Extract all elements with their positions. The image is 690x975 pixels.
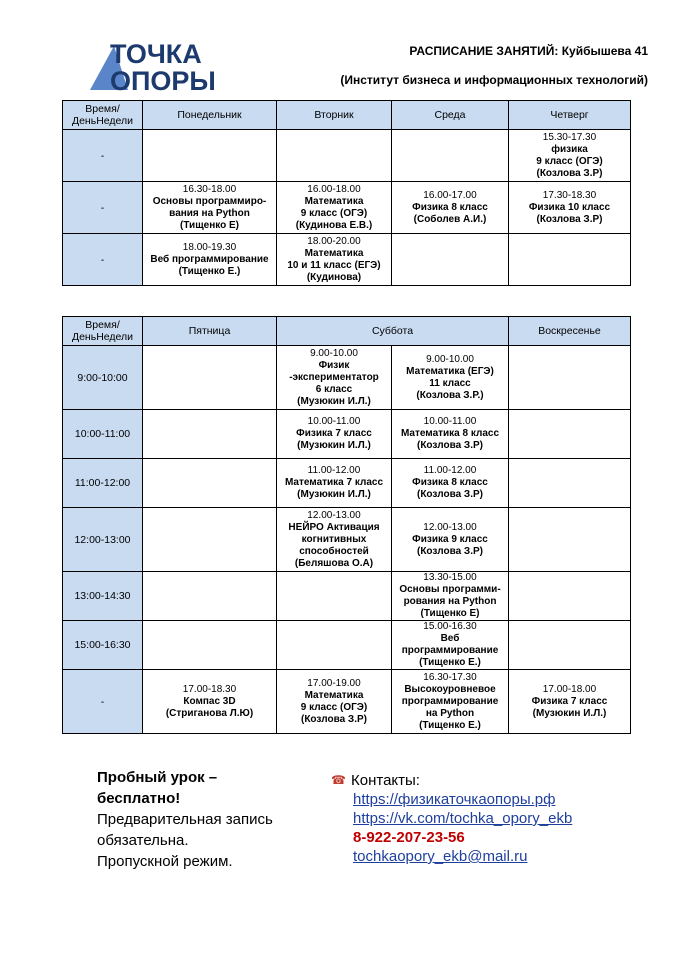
lesson-detail: Физика 7 класс	[531, 695, 608, 707]
lesson-cell	[277, 346, 392, 410]
lesson-detail: Математика 8 класс	[400, 428, 500, 439]
empty-cell	[277, 621, 392, 670]
lesson-detail: (Беляшова О.А)	[294, 557, 374, 569]
empty-cell	[277, 572, 392, 621]
lesson-cell	[277, 508, 392, 572]
site-link[interactable]: https://физикаточкаопоры.рф	[353, 791, 556, 808]
lesson-time: 17.00-18.30	[182, 683, 237, 695]
lesson-detail: вания на Python	[169, 207, 250, 219]
time-cell: 9:00-10:00	[63, 346, 143, 410]
lesson-detail: (Музюкин И.Л.)	[532, 707, 607, 719]
note-line3: Пропускной режим.	[97, 853, 233, 870]
empty-cell	[392, 234, 509, 286]
lesson-cell	[277, 670, 392, 734]
lesson-cell	[392, 459, 509, 508]
lesson-time: 16.00-17.00	[423, 189, 477, 201]
lesson-detail: Высокоуровневое	[404, 683, 496, 695]
lesson-cell	[392, 410, 509, 459]
weekend-schedule-table	[62, 316, 631, 734]
table-row	[63, 346, 631, 410]
note-line2: обязательна.	[97, 832, 189, 849]
lesson-detail: (Тищенко Е)	[420, 608, 480, 619]
note-line1: Предварительная запись	[97, 811, 273, 828]
time-cell: -	[63, 234, 143, 286]
lesson-detail: Компас 3D	[183, 695, 236, 707]
lesson-time: 13.30-15.00	[423, 572, 477, 583]
logo-line1: ТОЧКА	[110, 39, 202, 69]
lesson-detail: на Python	[425, 707, 475, 719]
lesson-cell	[509, 130, 631, 182]
lesson-detail: Физик	[318, 359, 350, 371]
lesson-detail: (Тищенко Е.)	[419, 719, 481, 731]
lesson-cell	[392, 621, 509, 670]
lesson-time: 15.30-17.30	[542, 131, 597, 143]
lesson-time: 11.00-12.00	[423, 465, 477, 476]
lesson-detail: 9 класс (ОГЭ)	[300, 701, 368, 713]
lesson-detail: (Козлова З.Р)	[536, 167, 603, 179]
email-link[interactable]: tochkaopory_ekb@mail.ru	[353, 848, 528, 865]
time-cell: 12:00-13:00	[63, 508, 143, 572]
lesson-cell	[392, 346, 509, 410]
lesson-detail: физика	[551, 143, 588, 155]
lesson-time: 18.00-20.00	[307, 235, 361, 247]
empty-cell	[509, 410, 631, 459]
table-row	[63, 621, 631, 670]
table-row	[63, 670, 631, 734]
lesson-cell	[509, 670, 631, 734]
lesson-time: 9.00-10.00	[310, 347, 358, 359]
lesson-detail: (Музюкин И.Л.)	[297, 395, 371, 407]
time-cell: 11:00-12:00	[63, 459, 143, 508]
lesson-cell	[277, 459, 392, 508]
lesson-cell	[143, 670, 277, 734]
empty-cell	[143, 130, 277, 182]
table-row	[63, 459, 631, 508]
lesson-cell	[392, 182, 509, 234]
lesson-detail: Физика 10 класс	[528, 201, 611, 213]
trial-info	[97, 767, 273, 872]
lesson-time: 16.30-18.00	[182, 183, 237, 195]
lesson-time: 12.00-13.00	[423, 521, 477, 533]
lesson-cell	[277, 234, 392, 286]
lesson-detail: (Козлова З.Р.)	[416, 389, 484, 401]
lesson-detail: -экспериментатор	[289, 371, 379, 383]
time-cell: 15:00-16:30	[63, 621, 143, 670]
lesson-time: 10.00-11.00	[307, 416, 361, 427]
lesson-cell	[392, 670, 509, 734]
weekday-schedule-table	[62, 100, 631, 286]
lesson-detail: Математика	[304, 195, 364, 207]
empty-cell	[143, 459, 277, 508]
time-cell: -	[63, 182, 143, 234]
lesson-time: 10.00-11.00	[423, 416, 477, 427]
empty-cell	[392, 130, 509, 182]
empty-cell	[509, 234, 631, 286]
lesson-cell	[143, 234, 277, 286]
table-row	[63, 130, 631, 182]
contacts	[331, 771, 572, 866]
lesson-time: 17.30-18.30	[542, 189, 597, 201]
lesson-detail: (Козлова З.Р)	[301, 713, 367, 725]
lesson-cell	[392, 572, 509, 621]
lesson-detail: Математика 7 класс	[284, 477, 384, 488]
contacts-label: Контакты:	[351, 772, 420, 789]
lesson-detail: 10 и 11 класс (ЕГЭ)	[287, 259, 381, 271]
lesson-detail: НЕЙРО Активация	[288, 521, 380, 533]
lesson-time: 17.00-19.00	[307, 677, 361, 689]
lesson-detail: 9 класс (ОГЭ)	[536, 155, 603, 167]
schedule-subtitle: (Институт бизнеса и информационных технологий)	[340, 73, 648, 87]
table-row	[63, 182, 631, 234]
lesson-detail: когнитивных	[301, 533, 367, 545]
day-header-tuesday: Вторник	[277, 101, 392, 130]
lesson-time: 16.30-17.30	[423, 671, 477, 683]
lesson-detail: Физика 9 класс	[412, 533, 488, 545]
lesson-detail: (Музюкин И.Л.)	[297, 489, 371, 500]
time-cell: -	[63, 670, 143, 734]
time-cell: 13:00-14:30	[63, 572, 143, 621]
empty-cell	[143, 572, 277, 621]
lesson-detail: программирование	[401, 695, 499, 707]
schedule-title: РАСПИСАНИЕ ЗАНЯТИЙ: Куйбышева 41	[409, 44, 648, 58]
phone-number[interactable]: 8-922-207-23-56	[353, 829, 465, 846]
day-header-friday: Пятница	[143, 317, 277, 346]
table-row	[63, 234, 631, 286]
lesson-detail: (Тищенко Е.)	[178, 265, 241, 277]
empty-cell	[509, 508, 631, 572]
empty-cell	[143, 508, 277, 572]
lesson-detail: Веб программирование	[150, 253, 269, 265]
lesson-detail: (Козлова З.Р)	[536, 213, 603, 225]
day-header-monday: Понедельник	[143, 101, 277, 130]
lesson-detail: Физика 8 класс	[412, 477, 488, 488]
lesson-detail: 6 класс	[315, 383, 353, 395]
lesson-cell	[277, 182, 392, 234]
lesson-detail: (Тищенко Е)	[179, 219, 239, 231]
lesson-cell	[143, 182, 277, 234]
logo-line2: ОПОРЫ	[110, 66, 216, 94]
lesson-time: 17.00-18.00	[542, 683, 597, 695]
telephone-icon: ☎	[331, 773, 346, 787]
lesson-detail: Математика (ЕГЭ)	[406, 365, 494, 377]
lesson-detail: (Кудинова)	[306, 271, 362, 283]
lesson-time: 12.00-13.00	[307, 509, 361, 521]
table-row	[63, 410, 631, 459]
empty-cell	[277, 130, 392, 182]
time-cell: 10:00-11:00	[63, 410, 143, 459]
lesson-detail: Физика 8 класс	[412, 201, 488, 213]
lesson-detail: Веб	[440, 633, 460, 644]
empty-cell	[509, 459, 631, 508]
lesson-detail: рования на Python	[403, 596, 497, 607]
lesson-cell	[277, 410, 392, 459]
lesson-detail: способностей	[299, 545, 369, 557]
time-cell: -	[63, 130, 143, 182]
empty-cell	[143, 346, 277, 410]
lesson-detail: Математика	[304, 247, 364, 259]
empty-cell	[509, 572, 631, 621]
day-header-saturday: Суббота	[277, 317, 509, 346]
lesson-detail: (Тищенко Е.)	[419, 657, 481, 668]
lesson-cell	[392, 508, 509, 572]
empty-cell	[143, 410, 277, 459]
trial-line1: Пробный урок –	[97, 769, 218, 786]
lesson-time: 15.00-16.30	[423, 621, 477, 632]
lesson-time: 11.00-12.00	[307, 465, 361, 476]
lesson-detail: Физика 7 класс	[296, 428, 372, 439]
table-row	[63, 572, 631, 621]
lesson-detail: Математика	[304, 689, 364, 701]
lesson-time: 9.00-10.00	[426, 353, 474, 365]
lesson-detail: 9 класс (ОГЭ)	[300, 207, 368, 219]
lesson-detail: (Козлова З.Р)	[417, 440, 483, 451]
trial-line2: бесплатно!	[97, 790, 181, 807]
table-row	[63, 508, 631, 572]
lesson-detail: Основы программиро-	[152, 195, 267, 207]
time-day-header: Время/ДеньНедели	[63, 317, 143, 346]
day-header-sunday: Воскресенье	[509, 317, 631, 346]
empty-cell	[509, 346, 631, 410]
lesson-detail: (Музюкин И.Л.)	[297, 440, 371, 451]
lesson-detail: (Соболев А.И.)	[413, 213, 487, 225]
lesson-detail: (Кудинова Е.В.)	[295, 219, 373, 231]
lesson-detail: программирование	[401, 645, 499, 656]
vk-link[interactable]: https://vk.com/tochka_opory_ekb	[353, 810, 573, 827]
lesson-cell	[509, 182, 631, 234]
logo	[90, 38, 250, 94]
lesson-detail: (Козлова З.Р)	[417, 489, 483, 500]
lesson-detail: (Стриганова Л.Ю)	[165, 707, 254, 719]
empty-cell	[509, 621, 631, 670]
day-header-wednesday: Среда	[392, 101, 509, 130]
day-header-thursday: Четверг	[509, 101, 631, 130]
lesson-time: 18.00-19.30	[182, 241, 237, 253]
lesson-detail: (Козлова З.Р)	[417, 545, 483, 557]
time-day-header: Время/ДеньНедели	[63, 101, 143, 130]
lesson-time: 16.00-18.00	[307, 183, 361, 195]
lesson-detail: Основы программи-	[399, 584, 501, 595]
empty-cell	[143, 621, 277, 670]
lesson-detail: 11 класс	[429, 377, 471, 389]
